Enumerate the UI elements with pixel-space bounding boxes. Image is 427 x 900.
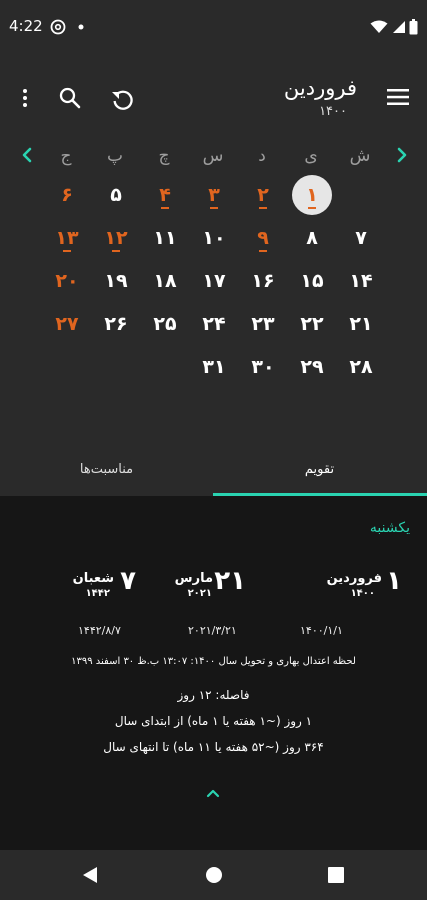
calendar-day[interactable]: ۴ (145, 175, 185, 215)
at-sign-icon (50, 19, 66, 35)
hijri-year: ۱۴۴۲ (85, 588, 110, 599)
gregorian-numeric-date: ۲۰۲۱/۳/۲۱ (188, 624, 237, 637)
home-icon[interactable] (205, 866, 223, 884)
year-title[interactable]: ۱۴۰۰ (319, 104, 347, 119)
back-icon[interactable] (82, 866, 98, 884)
weekday-header: د (258, 146, 266, 166)
gregorian-date-block[interactable] (160, 566, 270, 606)
weekday-name: یکشنبه (369, 520, 410, 536)
calendar-day[interactable]: ۲۹ (300, 356, 324, 378)
next-month-chevron-icon[interactable] (17, 145, 37, 165)
calendar-day[interactable]: ۱۲ (96, 218, 136, 258)
signal-icon (392, 20, 406, 34)
refresh-icon[interactable] (110, 86, 136, 112)
calendar-day[interactable]: ۵ (110, 184, 122, 206)
month-title[interactable]: فروردین (283, 76, 357, 100)
calendar-day[interactable]: ۷ (355, 227, 367, 249)
tab-bar (0, 444, 427, 496)
calendar-day[interactable]: ۹ (243, 218, 283, 258)
weekday-header: پ (106, 146, 123, 166)
calendar-day[interactable]: ۲۷ (55, 313, 79, 335)
hijri-numeric-date: ۱۴۴۲/۸/۷ (78, 624, 121, 637)
calendar-day[interactable]: ۱۱ (153, 227, 177, 249)
days-to-end-text: ۳۶۴ روز (~۵۲ هفته یا ۱۱ ماه) تا انتهای سال (103, 740, 324, 754)
calendar-day[interactable]: ۲۰ (55, 270, 79, 292)
calendar-day[interactable]: ۲ (243, 175, 283, 215)
previous-month-chevron-icon[interactable] (392, 145, 412, 165)
weekday-header: ی (304, 146, 318, 166)
calendar-day[interactable]: ۲۶ (104, 313, 128, 335)
calendar-day[interactable]: ۱۸ (153, 270, 177, 292)
equinox-text: لحظه اعتدال بهاری و تحویل سال ۱۴۰۰: ۱۳:۰۷ ب.ظ ۳۰ اسفند ۱۳۹۹ (71, 656, 356, 667)
hijri-month-name: شعبان (72, 571, 114, 586)
calendar-day[interactable]: ۶ (61, 184, 73, 206)
distance-text: فاصله: ۱۲ روز (177, 688, 250, 702)
dot-icon (78, 24, 84, 30)
more-vert-icon[interactable] (18, 88, 32, 108)
calendar-day[interactable]: ۳۰ (251, 356, 275, 378)
calendar-day[interactable]: ۲۵ (153, 313, 177, 335)
recents-icon[interactable] (328, 867, 344, 883)
calendar-day[interactable]: ۲۴ (202, 313, 226, 335)
weekday-header: ج (60, 146, 72, 166)
status-bar (0, 0, 427, 56)
calendar-day[interactable]: ۲۱ (349, 313, 373, 335)
calendar-day[interactable]: ۱۴ (349, 270, 373, 292)
persian-date-block[interactable] (292, 566, 402, 606)
persian-numeric-date: ۱۴۰۰/۱/۱ (300, 624, 343, 637)
gregorian-month-name: مارس (174, 571, 213, 586)
wifi-icon (370, 20, 388, 34)
calendar-day[interactable]: ۱۵ (300, 270, 324, 292)
hijri-day-number: ۷ (120, 566, 136, 596)
status-time: 4:22 (9, 17, 43, 35)
calendar-day[interactable]: ۱۰ (202, 227, 226, 249)
weekday-header: چ (158, 146, 170, 166)
calendar-day[interactable]: ۱۹ (104, 270, 128, 292)
calendar-day[interactable]: ۳ (194, 175, 234, 215)
calendar-day[interactable]: ۱۶ (251, 270, 275, 292)
weekday-header: س (202, 146, 224, 166)
chevron-up-icon[interactable] (205, 786, 221, 800)
search-icon[interactable] (58, 86, 82, 110)
tab-events[interactable]: مناسبت‌ها (79, 462, 134, 477)
calendar-day[interactable]: ۱۳ (47, 218, 87, 258)
system-nav-bar (0, 850, 427, 900)
persian-year: ۱۴۰۰ (350, 588, 375, 599)
calendar-day[interactable]: ۲۸ (349, 356, 373, 378)
calendar-day[interactable]: ۳۱ (202, 356, 226, 378)
days-from-start-text: ۱ روز (~۱ هفته یا ۱ ماه) از ابتدای سال (114, 714, 313, 728)
calendar-day[interactable]: ۸ (306, 227, 318, 249)
hijri-date-block[interactable] (36, 566, 146, 606)
calendar-day[interactable]: ۲۳ (251, 313, 275, 335)
battery-icon (409, 19, 418, 35)
calendar-day[interactable]: ۲۲ (300, 313, 324, 335)
tab-calendar[interactable]: تقویم (304, 462, 335, 477)
gregorian-year: ۲۰۲۱ (187, 588, 212, 599)
persian-month-name: فروردین (326, 571, 382, 586)
gregorian-day-number: ۲۱ (214, 566, 246, 596)
weekday-header: ش (349, 146, 371, 166)
calendar-day[interactable]: ۱۷ (202, 270, 226, 292)
menu-icon[interactable] (387, 88, 409, 106)
persian-day-number: ۱ (386, 566, 402, 596)
calendar-day-today[interactable]: ۱ (292, 175, 332, 215)
